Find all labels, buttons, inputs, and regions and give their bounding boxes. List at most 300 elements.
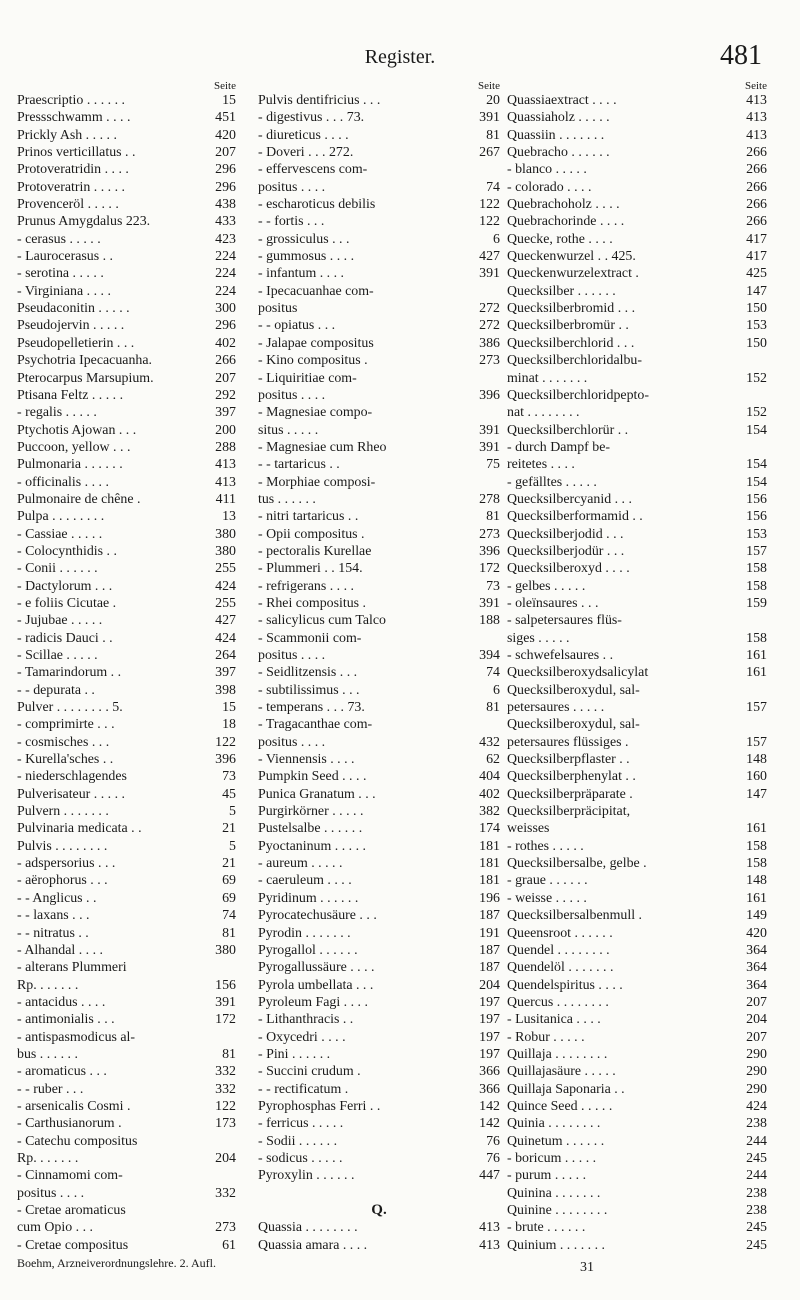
entry-term: - - fortis . . . [258, 214, 325, 230]
index-entry [507, 196, 767, 213]
index-entry [507, 1202, 767, 1219]
entry-term: Pulverisateur . . . . . [17, 786, 126, 802]
entry-term: Pyroxylin . . . . . . [258, 1168, 355, 1184]
entry-page: 290 [746, 1064, 767, 1080]
entry-term: - serotina . . . . . [17, 266, 104, 282]
index-entry [507, 890, 767, 907]
entry-term: - sodicus . . . . . [258, 1150, 343, 1166]
entry-term: Prickly Ash . . . . . [17, 127, 117, 143]
entry-term: - Seidlitzensis . . . [258, 665, 358, 681]
entry-term: Quecksilberchlorid . . . [507, 335, 635, 351]
entry-term: - Tamarindorum . . [17, 665, 122, 681]
entry-page: 5 [229, 838, 236, 854]
index-entry [507, 942, 767, 959]
entry-page: 45 [222, 786, 236, 802]
entry-term: - Morphiae composi- [258, 474, 376, 490]
entry-term: Pulmonaria . . . . . . [17, 457, 123, 473]
index-entry [17, 231, 236, 248]
entry-term: Praescriptio . . . . . . [17, 93, 126, 108]
index-entry [507, 647, 767, 664]
index-entry [507, 1029, 767, 1046]
entry-page: 154 [746, 457, 767, 473]
index-entry [258, 768, 500, 785]
index-entry [507, 994, 767, 1011]
entry-term: Pyoctaninum . . . . . [258, 838, 367, 854]
entry-term: - cosmisches . . . [17, 734, 110, 750]
entry-term: petersaures flüssiges . [507, 734, 629, 750]
entry-term: - Alhandal . . . . [17, 942, 104, 958]
index-entry [17, 1202, 236, 1219]
index-entry [507, 820, 767, 837]
entry-term: Pumpkin Seed . . . . [258, 769, 367, 785]
entry-list [17, 92, 236, 1254]
index-entry [17, 92, 236, 109]
index-entry [258, 838, 500, 855]
index-entry [507, 248, 767, 265]
index-entry [17, 682, 236, 699]
index-entry [17, 213, 236, 230]
entry-term: Quecksilberpräcipitat, [507, 804, 631, 820]
index-entry [258, 335, 500, 352]
index-entry [258, 734, 500, 751]
entry-page: 74 [222, 908, 236, 924]
entry-page: 158 [746, 561, 767, 577]
entry-term: - diureticus . . . . [258, 127, 349, 143]
index-entry [507, 595, 767, 612]
entry-page: 147 [746, 786, 767, 802]
entry-page: 181 [479, 873, 500, 889]
entry-term: - aërophorus . . . [17, 873, 108, 889]
index-entry [17, 872, 236, 889]
index-entry [17, 942, 236, 959]
index-entry [507, 144, 767, 161]
entry-page: 255 [215, 595, 236, 611]
entry-page: 391 [215, 994, 236, 1010]
index-entry [507, 439, 767, 456]
entry-term: - nitri tartaricus . . [258, 509, 359, 525]
entry-page: 172 [479, 561, 500, 577]
entry-page: 386 [479, 335, 500, 351]
index-entry [258, 474, 500, 491]
index-entry [17, 803, 236, 820]
entry-page: 296 [215, 179, 236, 195]
entry-page: 207 [215, 370, 236, 386]
entry-term: - Tragacanthae com- [258, 717, 373, 733]
entry-page: 332 [215, 1185, 236, 1201]
index-entry [17, 248, 236, 265]
entry-term: Provenceröl . . . . . [17, 197, 119, 213]
entry-term: Pulvern . . . . . . . [17, 804, 109, 820]
entry-page: 153 [746, 318, 767, 334]
index-entry [258, 491, 500, 508]
entry-term: Quassia . . . . . . . . [258, 1220, 358, 1236]
index-entry [17, 612, 236, 629]
entry-term: Pulvinaria medicata . . [17, 821, 142, 837]
index-entry [17, 491, 236, 508]
index-entry [258, 1219, 500, 1236]
index-entry [507, 716, 767, 733]
index-entry [258, 1046, 500, 1063]
column-heading: Seite [478, 80, 500, 92]
entry-page: 204 [746, 1012, 767, 1028]
entry-term: Queckenwurzel . . 425. [507, 249, 636, 265]
index-entry [258, 803, 500, 820]
index-entry [17, 838, 236, 855]
index-entry [258, 317, 500, 334]
index-entry [258, 699, 500, 716]
index-entry [507, 977, 767, 994]
entry-term: Quecksilbersalbe, gelbe . [507, 856, 647, 872]
index-entry [258, 925, 500, 942]
index-entry [17, 317, 236, 334]
entry-page: 224 [215, 266, 236, 282]
index-entry [507, 231, 767, 248]
column-heading: Seite [745, 80, 767, 92]
entry-term: Quinine . . . . . . . . [507, 1203, 608, 1218]
entry-term: - colorado . . . . [507, 179, 592, 195]
entry-term: Pustelsalbe . . . . . . [258, 821, 363, 837]
entry-page: 21 [222, 856, 236, 872]
index-entry [507, 1150, 767, 1167]
entry-term: Quecksilbersalbenmull . [507, 908, 643, 924]
index-entry [507, 1185, 767, 1202]
entry-term: - Doveri . . . 272. [258, 145, 354, 161]
entry-term: - - Anglicus . . [17, 890, 97, 906]
entry-page: 267 [479, 145, 500, 161]
entry-page: 18 [222, 717, 236, 733]
entry-page: 156 [746, 491, 767, 507]
entry-term: Pseudaconitin . . . . . [17, 301, 130, 317]
index-entry [507, 925, 767, 942]
entry-term: - graue . . . . . . [507, 873, 588, 889]
entry-term: - niederschlagendes [17, 769, 127, 785]
entry-term: - Scillae . . . . . [17, 648, 98, 663]
entry-term: - gefälltes . . . . . [507, 474, 597, 490]
index-column-1 [17, 80, 236, 1254]
index-entry [507, 664, 767, 681]
index-entry [258, 994, 500, 1011]
entry-page: 238 [746, 1116, 767, 1132]
entry-term: - purum . . . . . [507, 1168, 587, 1184]
entry-page: 278 [479, 491, 500, 507]
entry-term: weisses [507, 821, 550, 837]
entry-term: Quassiaextract . . . . [507, 93, 617, 108]
entry-term: Ptisana Feltz . . . . . [17, 387, 124, 403]
index-entry [258, 109, 500, 126]
entry-term: - Laurocerasus . . [17, 249, 114, 265]
index-entry [258, 647, 500, 664]
entry-page: 266 [746, 162, 767, 178]
entry-page: 396 [479, 387, 500, 403]
index-entry [507, 1167, 767, 1184]
entry-page: 76 [486, 1133, 500, 1149]
index-entry [258, 682, 500, 699]
entry-page: 156 [746, 509, 767, 525]
entry-page: 402 [479, 786, 500, 802]
index-entry [17, 352, 236, 369]
index-entry [258, 890, 500, 907]
entry-term: - refrigerans . . . . [258, 578, 355, 594]
entry-term: Quecksilberchloridpepto- [507, 387, 649, 403]
entry-page: 157 [746, 700, 767, 716]
entry-term: - rothes . . . . . [507, 838, 584, 854]
entry-page: 122 [215, 1098, 236, 1114]
entry-term: Quecksilberoxydul, sal- [507, 717, 640, 733]
entry-page: 147 [746, 283, 767, 299]
entry-page: 224 [215, 249, 236, 265]
entry-term: Pulver . . . . . . . . 5. [17, 700, 123, 716]
index-entry [258, 179, 500, 196]
entry-term: positus . . . . [258, 387, 326, 403]
entry-page: 238 [746, 1185, 767, 1201]
entry-page: 158 [746, 578, 767, 594]
index-entry [258, 352, 500, 369]
index-entry [258, 595, 500, 612]
entry-page: 15 [222, 700, 236, 716]
index-entry [507, 630, 767, 647]
index-entry [17, 265, 236, 282]
index-entry [258, 959, 500, 976]
entry-page: 161 [746, 890, 767, 906]
entry-page: 425 [746, 266, 767, 282]
entry-page: 81 [486, 700, 500, 716]
entry-term: Pyrophosphas Ferri . . [258, 1098, 381, 1114]
entry-term: Quecke, rothe . . . . [507, 231, 613, 247]
entry-page: 413 [479, 1220, 500, 1236]
entry-page: 191 [479, 925, 500, 941]
entry-page: 207 [746, 1029, 767, 1045]
entry-term: - gummosus . . . . [258, 249, 355, 265]
entry-page: 152 [746, 370, 767, 386]
index-entry [17, 1185, 236, 1202]
entry-page: 438 [215, 197, 236, 213]
index-entry [17, 283, 236, 300]
index-entry [507, 1219, 767, 1236]
entry-page: 73 [222, 769, 236, 785]
entry-page: 204 [215, 1150, 236, 1166]
entry-term: Purgirkörner . . . . . [258, 804, 364, 820]
index-entry [17, 543, 236, 560]
entry-term: - Rhei compositus . [258, 595, 367, 611]
index-entry [258, 1098, 500, 1115]
entry-term: Quecksilbercyanid . . . [507, 491, 632, 507]
index-entry [507, 699, 767, 716]
index-entry [258, 1185, 500, 1202]
entry-page: 204 [479, 977, 500, 993]
index-entry [258, 248, 500, 265]
index-column-2 [258, 80, 500, 1254]
index-entry [17, 768, 236, 785]
entry-page: 150 [746, 301, 767, 317]
index-entry [17, 161, 236, 178]
index-entry [258, 560, 500, 577]
entry-page: 197 [479, 1012, 500, 1028]
index-entry [507, 161, 767, 178]
index-entry [258, 786, 500, 803]
index-entry [258, 196, 500, 213]
entry-term: Pseudopelletierin . . . [17, 335, 135, 351]
index-entry [258, 543, 500, 560]
entry-term: - gelbes . . . . . [507, 578, 586, 594]
entry-page: 288 [215, 439, 236, 455]
entry-page: 391 [479, 266, 500, 282]
index-entry [507, 404, 767, 421]
entry-term: - oleïnsaures . . . [507, 595, 599, 611]
index-entry [507, 803, 767, 820]
entry-term: - adspersorius . . . [17, 856, 116, 872]
entry-page: 156 [215, 977, 236, 993]
entry-page: 380 [215, 942, 236, 958]
index-entry [507, 491, 767, 508]
entry-term: Psychotria Ipecacuanha. [17, 353, 152, 369]
entry-term: - alterans Plummeri [17, 960, 127, 976]
entry-page: 273 [479, 526, 500, 542]
index-entry [17, 1046, 236, 1063]
page-header [0, 36, 800, 76]
entry-term: Quinetum . . . . . . [507, 1133, 605, 1149]
index-entry [17, 1115, 236, 1132]
index-entry [17, 1150, 236, 1167]
entry-page: 394 [479, 648, 500, 663]
entry-page: 427 [215, 613, 236, 629]
index-entry [258, 231, 500, 248]
entry-page: 13 [222, 509, 236, 525]
entry-term: - Cassiae . . . . . [17, 526, 103, 542]
index-entry [258, 387, 500, 404]
entry-page: 391 [479, 595, 500, 611]
entry-term: - Oxycedri . . . . [258, 1029, 346, 1045]
entry-page: 433 [215, 214, 236, 230]
entry-term: - Kurella'sches . . [17, 752, 114, 768]
entry-page: 200 [215, 422, 236, 438]
entry-term: Quinina . . . . . . . [507, 1185, 601, 1201]
entry-page: 420 [215, 127, 236, 143]
index-entry [507, 1046, 767, 1063]
index-entry [17, 508, 236, 525]
entry-page: 161 [746, 648, 767, 663]
entry-term: - antimonialis . . . [17, 1012, 115, 1028]
entry-term: Prinos verticillatus . . [17, 145, 136, 161]
entry-term: - - nitratus . . [17, 925, 89, 941]
entry-term: bus . . . . . . [17, 1046, 78, 1062]
entry-term: cum Opio . . . [17, 1220, 94, 1236]
index-entry [507, 370, 767, 387]
entry-page: 366 [479, 1081, 500, 1097]
entry-term: - - rectificatum . [258, 1081, 349, 1097]
entry-page: 150 [746, 335, 767, 351]
entry-page: 245 [746, 1150, 767, 1166]
entry-page: 366 [479, 1064, 500, 1080]
entry-page: 161 [746, 821, 767, 837]
index-entry [507, 1063, 767, 1080]
entry-term: Queckenwurzelextract . [507, 266, 639, 282]
index-entry [258, 370, 500, 387]
entry-page: 396 [215, 752, 236, 768]
entry-page: 81 [222, 925, 236, 941]
entry-term: Quince Seed . . . . . [507, 1098, 613, 1114]
index-entry [258, 1011, 500, 1028]
index-entry [258, 127, 500, 144]
entry-term: reitetes . . . . [507, 457, 575, 473]
entry-term: - Catechu compositus [17, 1133, 138, 1149]
entry-page: 413 [479, 1237, 500, 1253]
index-entry [507, 751, 767, 768]
page-title: Register. [364, 46, 436, 68]
index-entry [17, 855, 236, 872]
entry-page: 5 [229, 804, 236, 820]
entry-page: 81 [222, 1046, 236, 1062]
entry-term: - Opii compositus . [258, 526, 365, 542]
entry-term: - Kino compositus . [258, 353, 368, 369]
page-number: 481 [720, 40, 762, 71]
index-entry [258, 265, 500, 282]
entry-page: 402 [215, 335, 236, 351]
entry-term: Pyroleum Fagi . . . . [258, 994, 368, 1010]
entry-term: - Virginiana . . . . [17, 283, 111, 299]
entry-page: 154 [746, 474, 767, 490]
entry-term: - arsenicalis Cosmi . [17, 1098, 131, 1114]
index-entry [507, 127, 767, 144]
entry-term: - pectoralis Kurellae [258, 543, 372, 559]
entry-term: - Succini crudum . [258, 1064, 361, 1080]
entry-term: Quecksilberpflaster . . [507, 752, 630, 768]
index-entry [258, 630, 500, 647]
entry-page: 451 [215, 110, 236, 126]
entry-term: - e foliis Cicutae . [17, 595, 117, 611]
entry-page: 181 [479, 838, 500, 854]
entry-term: Protoveratrin . . . . . [17, 179, 126, 195]
index-entry [258, 977, 500, 994]
index-column-3 [507, 80, 767, 1254]
entry-page: 272 [479, 301, 500, 317]
entry-term: Quecksilberchloridalbu- [507, 353, 642, 369]
entry-term: Quecksilberpräparate . [507, 786, 633, 802]
entry-term: - boricum . . . . . [507, 1150, 597, 1166]
entry-term: Quendel . . . . . . . . [507, 942, 610, 958]
index-entry [258, 1081, 500, 1098]
entry-term: tus . . . . . . [258, 491, 316, 507]
entry-page: 432 [479, 734, 500, 750]
entry-term: Pyrodin . . . . . . . [258, 925, 351, 941]
entry-page: 187 [479, 908, 500, 924]
index-entry [507, 682, 767, 699]
entry-term: - aromaticus . . . [17, 1064, 107, 1080]
entry-page: 417 [746, 231, 767, 247]
index-entry [258, 283, 500, 300]
entry-term: Quercus . . . . . . . . [507, 994, 609, 1010]
entry-term: - brute . . . . . . [507, 1220, 586, 1236]
index-entry [17, 1133, 236, 1150]
entry-page: 397 [215, 405, 236, 421]
entry-page: 74 [486, 179, 500, 195]
entry-page: 21 [222, 821, 236, 837]
index-entry [258, 404, 500, 421]
entry-page: 290 [746, 1081, 767, 1097]
entry-page: 62 [486, 752, 500, 768]
entry-page: 224 [215, 283, 236, 299]
entry-term: Quebrachorinde . . . . [507, 214, 625, 230]
entry-term: Pulvis dentifricius . . . [258, 93, 381, 108]
entry-term: - Cinnamomi com- [17, 1168, 123, 1184]
entry-term: - Cretae compositus [17, 1237, 129, 1253]
entry-term: - schwefelsaures . . [507, 648, 614, 663]
entry-term: Quendelspiritus . . . . [507, 977, 623, 993]
entry-page: 157 [746, 734, 767, 750]
entry-page: 73 [486, 578, 500, 594]
entry-term: Pterocarpus Marsupium. [17, 370, 154, 386]
entry-term: - - laxans . . . [17, 908, 90, 924]
index-entry [17, 404, 236, 421]
